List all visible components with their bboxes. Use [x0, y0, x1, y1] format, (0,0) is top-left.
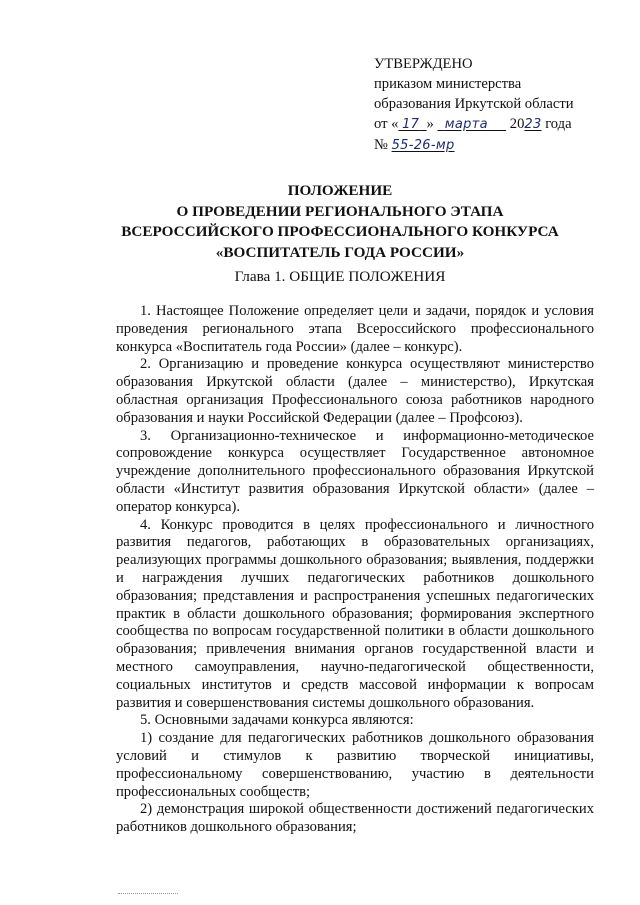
order-number-handwritten: 55-26-мр: [391, 138, 455, 153]
date-day: [398, 116, 426, 132]
date-year-prefix: 20: [509, 116, 525, 132]
approval-date-line: [374, 114, 614, 135]
document-title: [60, 181, 620, 263]
title-line-3: ВСЕРОССИЙСКОГО ПРОФЕССИОНАЛЬНОГО КОНКУРСА: [121, 223, 559, 240]
number-prefix: №: [374, 137, 388, 153]
approval-heading: УТВЕРЖДЕНО: [374, 56, 473, 72]
date-year-word: года: [545, 116, 572, 132]
paragraph-5: 5. Основными задачами конкурса являются:: [140, 712, 414, 729]
title-line-4: «ВОСПИТАТЕЛЬ ГОДА РОССИИ»: [215, 243, 465, 261]
date-prefix: от «: [374, 116, 399, 132]
date-year-handwritten: 23: [524, 117, 542, 132]
date-month: [438, 116, 507, 132]
approval-line-ministry: образования Иркутской области: [374, 96, 574, 112]
order-number: [392, 137, 455, 153]
approval-block: [374, 54, 614, 156]
date-day-handwritten: 17: [402, 117, 420, 132]
title-line-1: ПОЛОЖЕНИЕ: [287, 182, 393, 199]
date-year: [524, 116, 541, 132]
paragraph-2: 2. Организацию и проведение конкурса осуществляют министерство образования Иркутской области (далее – министерство), Иркутская областная организация Профессионального союза работников народного образования и науки Российской Федерации (далее – Профсоюз).: [116, 356, 594, 426]
approval-line-order: приказом министерства: [374, 76, 522, 92]
paragraph-1: 1. Настоящее Положение определяет цели и задачи, порядок и условия проведения регионального этапа Всероссийского профессионального конкурса «Воспитатель года России» (далее – конкурс).: [116, 303, 594, 355]
date-mid: »: [426, 116, 434, 132]
paragraph-3: 3. Организационно-техническое и информационно-методическое сопровождение конкурса осуществляет Государственное автономное учреждение дополнительного профессионального образования Иркутской области «Институт развития образования Иркутской области» (далее – оператор конкурса).: [116, 427, 594, 515]
title-line-2: О ПРОВЕДЕНИИ РЕГИОНАЛЬНОГО ЭТАПА: [176, 202, 504, 220]
paragraph-4: 4. Конкурс проводится в целях профессионального и личностного развития педагогов, работающих в образовательных организациях, реализующих программы дошкольного образования; выявления, поддержки и награждения лучших педагогических работников дошкольного образования; представления и распространения успешных педагогических практик в области дошкольного образования; формирования экспертного сообщества по вопросам государственной политики в области дошкольного образования; привлечения внимания органов государственной власти и местного самоуправления, научно-педагогической общественности, социальных институтов и средств массовой информации к вопросам развития и совершенствования системы дошкольного образования.: [116, 516, 594, 711]
paragraph-5-item-1: 1) создание для педагогических работников дошкольного образования условий и стимулов к развитию творческой инициативы, профессиональному совершенствованию, участию в деятельности профессиональных сообществ;: [116, 730, 594, 800]
chapter-heading: Глава 1. ОБЩИЕ ПОЛОЖЕНИЯ: [234, 268, 446, 285]
document-body: [116, 303, 594, 837]
paragraph-5-item-2: 2) демонстрация широкой общественности достижений педагогических работников дошкольного образования;: [116, 801, 594, 836]
footer-divider: [118, 893, 178, 894]
date-month-handwritten: марта: [444, 117, 488, 132]
approval-number-line: [374, 135, 614, 156]
